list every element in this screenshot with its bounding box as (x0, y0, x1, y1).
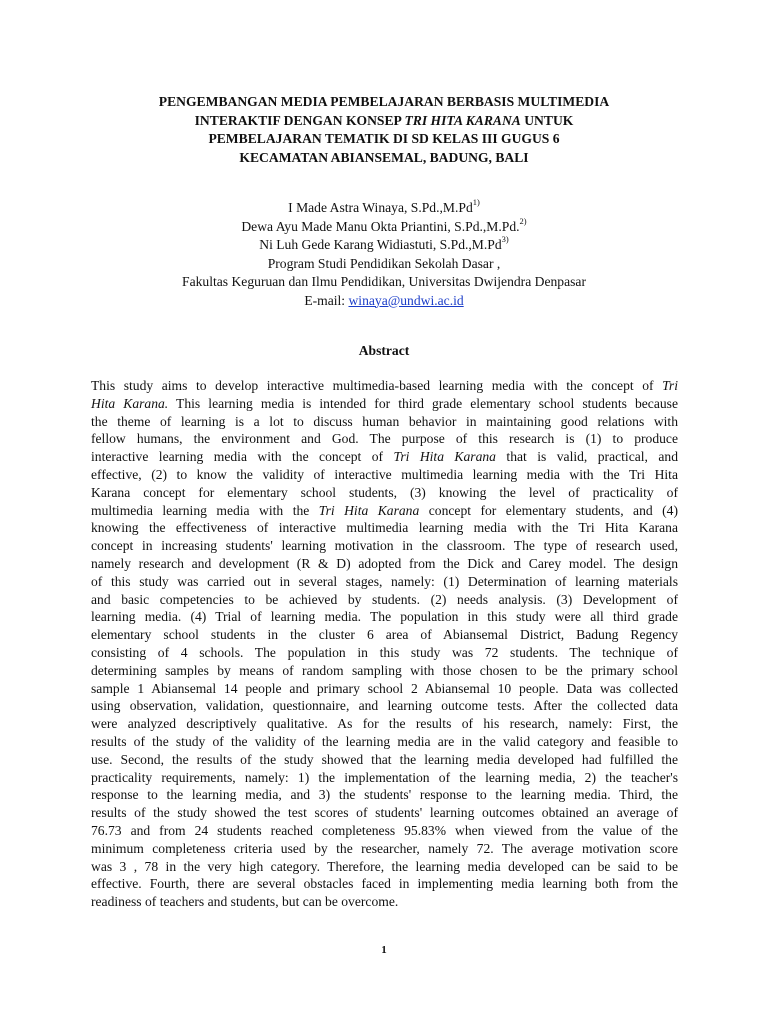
affiliation-mark-1: 1) (472, 197, 480, 208)
abstract-text: sample 1 Abiansemal 14 people and primary school 2 Abiansemal 10 people. Data was collected (91, 680, 678, 696)
abstract-line (91, 502, 678, 520)
abstract-text: Karana concept for elementary school students, (3) knowing the level of practicality of (91, 484, 678, 500)
study-program: Program Studi Pendidikan Sekolah Dasar , (267, 255, 501, 271)
title-italic-phrase: TRI HITA KARANA (404, 112, 521, 128)
abstract-text: consisting of 4 schools. The population in this study was 72 students. The technique of (91, 644, 678, 660)
abstract-text: namely research and development (R & D) adopted from the Dick and Carey model. The design (91, 555, 678, 571)
abstract-line (91, 591, 678, 609)
abstract-line (91, 733, 678, 751)
abstract-line (91, 484, 678, 502)
title-text: UNTUK (520, 112, 574, 128)
abstract-text: results of the study showed the test scores of students' learning outcomes obtained an average of (91, 805, 678, 821)
abstract-text: This learning media is intended for third grade elementary school students because (168, 395, 678, 411)
abstract-text: learning media. (4) Trial of learning media. The population in this study were all third grade (91, 609, 678, 625)
title-line (60, 149, 708, 168)
affiliation-mark-3: 3) (501, 234, 509, 245)
abstract-line (91, 430, 678, 448)
author-2: Dewa Ayu Made Manu Okta Priantini, S.Pd.,M.Pd.$^{2)}$ (241, 215, 527, 234)
abstract-line (91, 608, 678, 626)
email-link[interactable]: winaya@undwi.ac.id (348, 292, 464, 308)
title-text: PEMBELAJARAN TEMATIK DI SD KELAS III GUGUS 6 (208, 131, 560, 146)
abstract-line (91, 840, 678, 858)
abstract-text: concept for elementary students, and (4) (419, 502, 678, 518)
abstract-line (91, 786, 678, 804)
abstract-text: elementary school students in the cluster 6 area of Abiansemal District, Badung Regency (91, 627, 678, 643)
abstract-text: and basic competencies to be achieved by students. (2) needs analysis. (3) Development of (91, 591, 678, 607)
abstract-text: results of the study of the validity of the learning media are in the valid category and feasible to (91, 733, 678, 749)
abstract-line (91, 893, 678, 911)
abstract-text: practicality requirements, namely: 1) the implementation of the learning media, 2) the teacher's (91, 769, 678, 785)
italic-phrase: Hita Karana. (91, 395, 169, 411)
abstract-text: concept in increasing students' learning motivation in the classroom. The type of research used, (91, 538, 678, 554)
abstract-line (91, 858, 678, 876)
author-3: Ni Luh Gede Karang Widiastuti, S.Pd.,M.Pd$^{3)}$ (259, 234, 509, 252)
abstract-text: minimum completeness criteria used by the researcher, namely 72. The average motivation score (91, 840, 678, 856)
italic-phrase: Tri Hita Karana (318, 502, 420, 518)
page-number: 1 (381, 944, 387, 956)
abstract-line (91, 751, 678, 769)
abstract-line (91, 769, 678, 787)
abstract-line (91, 875, 678, 893)
abstract-text: using observation, validation, questionnaire, and learning outcome tests. After the collected data (91, 698, 678, 714)
title-line (60, 130, 708, 149)
title-text: INTERAKTIF DENGAN KONSEP (194, 112, 405, 128)
italic-phrase: Tri (662, 378, 678, 393)
abstract-text: that is valid, practical, and (495, 449, 678, 465)
abstract-line (91, 519, 678, 537)
abstract-line (91, 573, 678, 591)
title-text: KECAMATAN ABIANSEMAL, BADUNG, BALI (239, 149, 529, 165)
abstract-text: interactive learning media with the concept of (91, 449, 394, 465)
abstract-line (91, 822, 678, 840)
abstract-text: determining samples by means of random sampling with those chosen to be the primary school (91, 662, 678, 678)
author-1: I Made Astra Winaya, S.Pd.,M.Pd$^{1)}$ (288, 197, 480, 215)
abstract-text: knowing the effectiveness of interactive multimedia learning media with the Tri Hita Karana (91, 520, 678, 536)
abstract-line (91, 448, 678, 466)
abstract-text: effective, (2) to know the validity of interactive multimedia learning media with the Tri Hita (91, 466, 678, 482)
faculty-affiliation: Fakultas Keguruan dan Ilmu Pendidikan, Universitas Dwijendra Denpasar (182, 274, 586, 289)
abstract-text: fellow humans, the environment and God. The purpose of this research is (1) to produce (91, 431, 678, 447)
abstract-line (91, 555, 678, 573)
italic-phrase: Tri Hita Karana (393, 449, 496, 465)
abstract-text: 76.73 and from 24 students reached completeness 95.83% when viewed from the value of the (91, 822, 678, 838)
abstract-line (91, 662, 678, 680)
abstract-heading: Abstract (358, 343, 410, 358)
abstract-text: response to the learning media, and 3) the students' response to the learning media. Third, the (91, 787, 678, 803)
abstract-line (91, 626, 678, 644)
abstract-text: This study aims to develop interactive multimedia-based learning media with the concept of (91, 378, 663, 393)
author-block (40, 199, 728, 310)
abstract-text: effective. Fourth, there are several obstacles faced in implementing media learning both from the (91, 876, 678, 892)
title-line (60, 93, 708, 112)
abstract-text: readiness of teachers and students, but can be overcome. (91, 894, 399, 910)
abstract-text: the theme of learning is a lot to discuss human behavior in maintaining good relations with (91, 413, 678, 429)
abstract-text: use. Second, the results of the study showed that the learning media developed had fulfilled the (91, 751, 678, 767)
abstract-line (91, 715, 678, 733)
abstract-line (91, 466, 678, 484)
abstract-body (91, 377, 678, 911)
abstract-text: of this study was carried out in several stages, namely: (1) Determination of learning materials (91, 573, 678, 589)
abstract-line (91, 804, 678, 822)
abstract-text: was 3 , 78 in the very high category. Therefore, the learning media developed can be said to be (91, 858, 678, 874)
title-text: PENGEMBANGAN MEDIA PEMBELAJARAN BERBASIS MULTIMEDIA (158, 94, 610, 109)
affiliation-mark-2: 2) (519, 215, 527, 226)
paper-title (60, 93, 708, 167)
email-label: E-mail: (304, 292, 349, 308)
abstract-line (91, 644, 678, 662)
abstract-text: were analyzed descriptively qualitative. As for the results of his research, namely: First, the (91, 716, 678, 732)
title-line (60, 112, 708, 131)
abstract-line (91, 697, 678, 715)
abstract-text: multimedia learning media with the (91, 502, 319, 518)
abstract-line (91, 395, 678, 413)
abstract-line (91, 377, 678, 395)
abstract-line (91, 413, 678, 431)
abstract-line (91, 680, 678, 698)
email-line (40, 292, 728, 311)
abstract-line (91, 537, 678, 555)
